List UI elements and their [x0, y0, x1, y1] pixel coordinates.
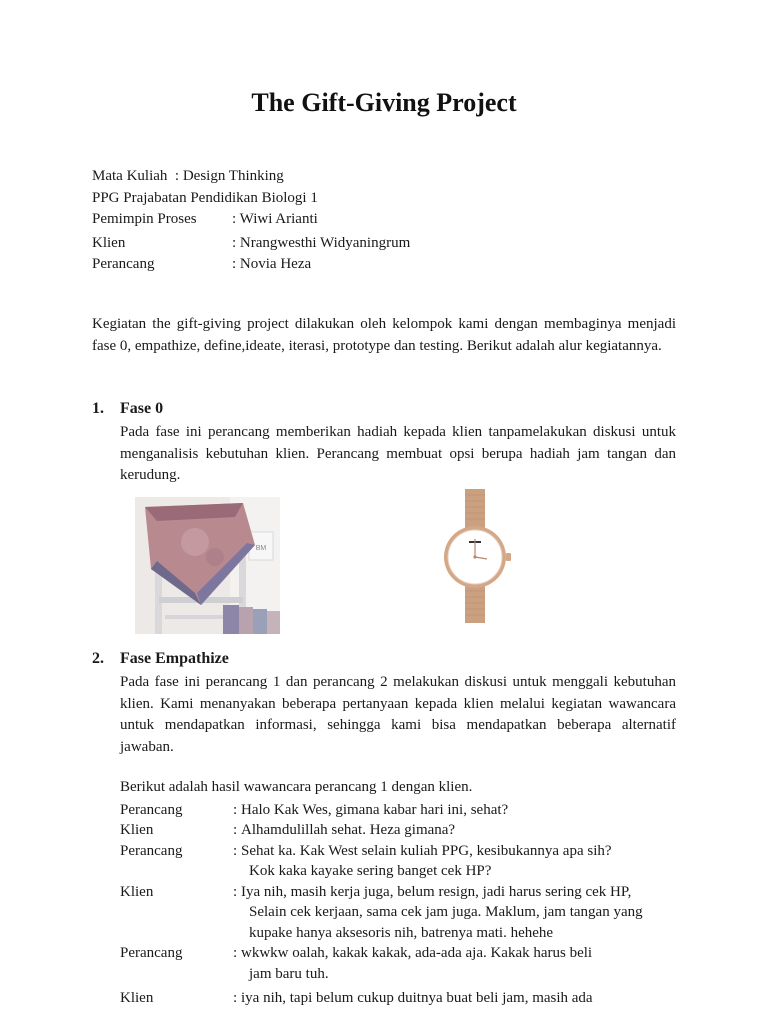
section-body-fase-empathize: Pada fase ini perancang 1 dan perancang 2 melakukan diskusi untuk menggali kebutuhan klien. Kami menanyakan beberapa pertanyaan kepada klien melalui kegiatan wawancara untuk mendapatkan informasi, sehingga kami bisa mendapatkan beberapa alternatif jawaban.: [120, 674, 676, 755]
speech-text: Alhamdulillah sehat. Heza gimana?: [241, 822, 456, 838]
meta-label: Klien: [92, 234, 126, 251]
section-title: Fase 0: [120, 400, 164, 417]
intro-paragraph: Kegiatan the gift-giving project dilakukan oleh kelompok kami dengan membaginya menjadi fase 0, empathize, define,ideate, iterasi, prototype dan testing. Berikut adalah alur kegiatannya.: [92, 316, 676, 354]
speech-text: wkwkw oalah, kakak kakak, ada-ada aja. Kakak harus beli: [241, 945, 593, 961]
speaker-label: Klien: [120, 883, 154, 900]
section-heading-fase-0: [92, 400, 163, 418]
section-number: 2.: [92, 650, 104, 667]
section-heading-fase-empathize: [92, 650, 229, 668]
meta-value: : Nrangwesthi Widyaningrum: [232, 234, 411, 251]
interview-transcript: [120, 777, 643, 1009]
interview-intro: Berikut adalah hasil wawancara perancang 1 dengan klien.: [120, 779, 473, 795]
speech-text: Sehat ka. Kak West selain kuliah PPG, kesibukannya apa sih?: [241, 842, 612, 859]
scarf-tag-label: BM: [255, 545, 267, 552]
speech-text: Selain cek kerjaan, sama cek jam juga. Maklum, jam tangan yang: [249, 904, 643, 920]
interview-line: Perancang : Sehat ka. Kak West selain kuliah PPG, kesibukannya apa sih? Kok kaka kayake sering banget cek HP?: [120, 841, 643, 882]
meta-label: Mata Kuliah: [92, 168, 168, 184]
meta-value: : Design Thinking: [174, 168, 284, 184]
meta-label: Perancang: [92, 256, 155, 272]
speech-text: Iya nih, masih kerja juga, belum resign, jadi harus sering cek HP,: [241, 883, 632, 900]
speaker-label: Perancang: [120, 801, 183, 818]
document-title: The Gift-Giving Project: [251, 88, 517, 117]
meta-row-client: [92, 233, 410, 255]
section-number: 1.: [92, 400, 104, 417]
course-info: [92, 166, 410, 276]
section-body-fase-0: Pada fase ini perancang memberikan hadiah kepada klien tanpamelakukan diskusi untuk menganalisis kebutuhan klien. Perancang membuat opsi berupa hadiah jam tangan dan kerudung.: [120, 424, 676, 483]
speaker-label: Perancang: [120, 842, 183, 859]
meta-row-leader: [92, 209, 410, 231]
watch-photo-icon: [425, 487, 525, 627]
meta-value: : Wiwi Arianti: [232, 211, 318, 227]
speech-text: Halo Kak Wes, gimana kabar hari ini, sehat?: [241, 801, 509, 818]
scarf-photo-icon: [135, 497, 280, 634]
interview-line: Klien : Iya nih, masih kerja juga, belum resign, jadi harus sering cek HP, Selain cek kerjaan, sama cek jam juga. Maklum, jam tangan yang kupake hanya aksesoris nih, batrenya mati. hehehe: [120, 882, 643, 944]
section-title: Fase Empathize: [120, 650, 229, 667]
speech-text: jam baru tuh.: [249, 965, 329, 982]
speech-text: iya nih, tapi belum cukup duitnya buat beli jam, masih ada: [241, 990, 593, 1006]
scarf-photo: [135, 497, 280, 634]
meta-row-designer: [92, 254, 410, 276]
watch-photo: [425, 487, 525, 627]
meta-label: PPG Prajabatan Pendidikan Biologi 1: [92, 189, 318, 206]
interview-line: Perancang : Halo Kak Wes, gimana kabar hari ini, sehat?: [120, 800, 643, 821]
meta-row-program: [92, 188, 410, 210]
speech-text: kupake hanya aksesoris nih, batrenya mati. hehehe: [249, 924, 554, 941]
speaker-label: Klien: [120, 990, 154, 1006]
interview-line: Perancang : wkwkw oalah, kakak kakak, ada-ada aja. Kakak harus beli jam baru tuh.: [120, 943, 643, 984]
speaker-label: Klien: [120, 822, 154, 838]
interview-line: Klien : Alhamdulillah sehat. Heza gimana?: [120, 820, 643, 841]
meta-value: : Novia Heza: [232, 256, 312, 272]
meta-label: Pemimpin Proses: [92, 211, 197, 227]
speaker-label: Perancang: [120, 945, 183, 961]
speech-text: Kok kaka kayake sering banget cek HP?: [249, 863, 492, 879]
interview-line: Klien : iya nih, tapi belum cukup duitnya buat beli jam, masih ada: [120, 988, 643, 1009]
meta-row-course: [92, 166, 410, 188]
